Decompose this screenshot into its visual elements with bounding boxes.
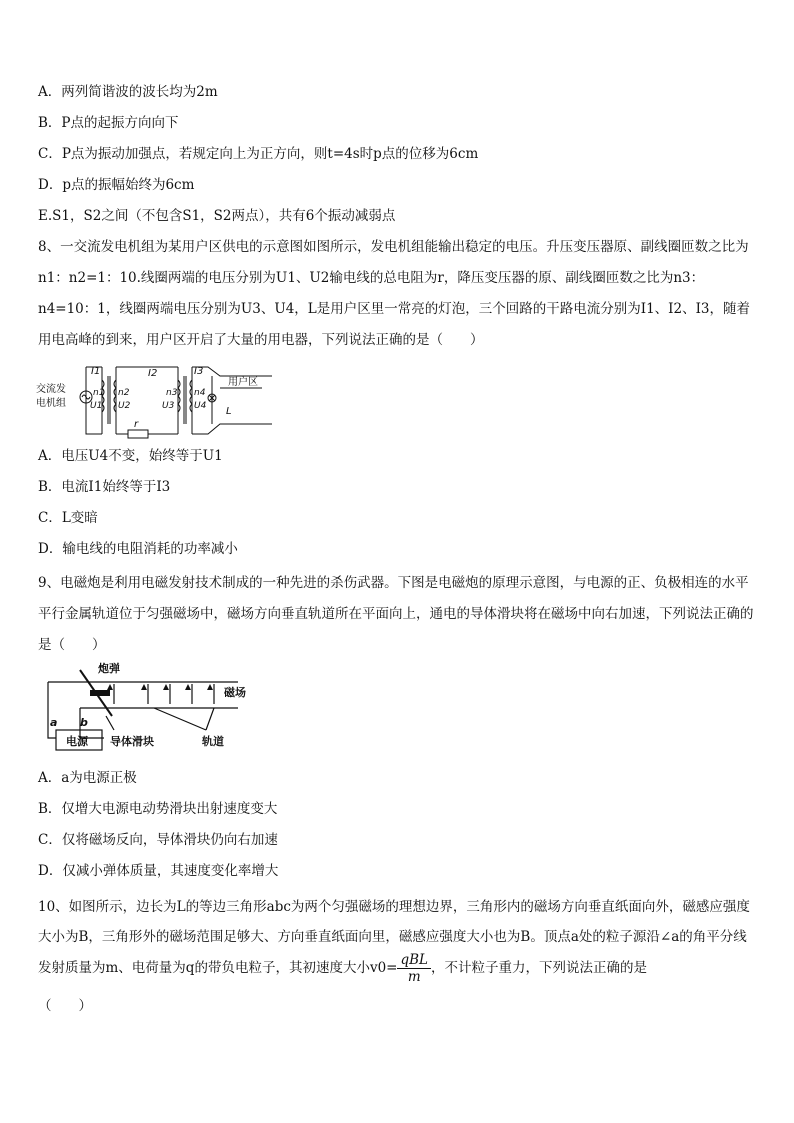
resistor-r (128, 430, 148, 438)
q9-option-a: A．a为电源正极 (38, 770, 137, 786)
q10-answer-paren: （ ） (38, 998, 92, 1014)
svg-text:n2: n2 (118, 388, 130, 398)
svg-text:b: b (80, 716, 88, 729)
q7-option-a: A．两列简谐波的波长均为2m (38, 84, 218, 100)
svg-text:L: L (226, 406, 232, 417)
q9-option-c: C．仅将磁场反向，导体滑块仍向右加速 (38, 832, 278, 848)
q7-option-c: C．P点为振动加强点，若规定向上为正方向，则t=4s时p点的位移为6cm (38, 146, 479, 162)
generator-label-1: 交流发 (36, 384, 66, 395)
q8-option-b: B．电流I1始终等于I3 (38, 479, 171, 495)
q9-railgun-diagram (44, 660, 264, 760)
svg-text:a: a (50, 716, 58, 729)
user-area-label: 用户区 (228, 377, 258, 388)
q9-option-d: D．仅减小弹体质量，其速度变化率增大 (38, 863, 279, 879)
slider-label: 导体滑块 (110, 735, 154, 748)
power-label: 电源 (66, 735, 88, 748)
svg-text:I2: I2 (148, 368, 158, 379)
q8-option-c: C．L变暗 (38, 510, 98, 526)
svg-text:r: r (134, 419, 139, 430)
q8-stem: 8、一交流发电机组为某用户区供电的示意图如图所示，发电机组能输出稳定的电压。升压变压器原、副线圈匝数之比为n1：n2=1：10.线圈两端的电压分别为U1、U2输电线的总电阻为r，降压变压器的原、副线圈匝数之比为n3：n4=10：1，线圈两端电压分别为U3、U4，L是用户区里一常亮的灯泡，三个回路的干路电流分别为I1、I2、I3，随着用电高峰的到来，用户区开启了大量的用电器，下列说法正确的是（ ） (38, 239, 751, 348)
svg-text:n4: n4 (194, 388, 206, 398)
q7-option-b: B．P点的起振方向向下 (38, 115, 179, 131)
q10-v0-fraction: $\frac{\text{qBL}}{m}$ (397, 952, 431, 985)
svg-text:U4: U4 (194, 401, 207, 411)
svg-text:I3: I3 (194, 366, 204, 377)
q7-option-e: E.S1，S2之间（不包含S1，S2两点），共有6个振动减弱点 (38, 208, 396, 224)
generator-label-2: 电机组 (36, 398, 66, 409)
q8-option-a: A．电压U4不变，始终等于U1 (38, 448, 223, 464)
q10-stem-part1: 10、如图所示，边长为L的等边三角形abc为两个匀强磁场的理想边界，三角形内的磁场方向垂直纸面向外，磁感应强度大小为B，三角形外的磁场范围足够大、方向垂直纸面向里，磁感应强度大小也为B。顶点a处的粒子源沿∠a的角平分线发射质量为m、电荷量为q的带负电粒子，其初速度大小v0= (38, 899, 750, 976)
q10-stem (38, 892, 758, 985)
q8-option-d: D．输电线的电阻消耗的功率减小 (38, 541, 238, 557)
q7-option-d: D．p点的振幅始终为6cm (38, 177, 195, 193)
rail-label: 轨道 (202, 735, 224, 748)
svg-text:n1: n1 (93, 388, 105, 398)
field-label: 磁场 (224, 686, 246, 699)
q8-circuit-diagram (36, 362, 276, 440)
svg-text:I1: I1 (91, 366, 101, 377)
svg-text:U3: U3 (162, 401, 175, 411)
svg-text:U2: U2 (118, 401, 131, 411)
shell-label: 炮弹 (98, 662, 120, 675)
q10-stem-part2: ，不计粒子重力，下列说法正确的是 (431, 960, 648, 976)
q9-stem: 9、电磁炮是利用电磁发射技术制成的一种先进的杀伤武器。下图是电磁炮的原理示意图，与电源的正、负极相连的水平平行金属轨道位于匀强磁场中，磁场方向垂直轨道所在平面向上，通电的导体滑块将在磁场中向右加速，下列说法正确的是（ ） (38, 575, 754, 653)
q9-option-b: B．仅增大电源电动势滑块出射速度变大 (38, 801, 278, 817)
svg-text:U1: U1 (90, 401, 103, 411)
svg-text:n3: n3 (166, 388, 178, 398)
